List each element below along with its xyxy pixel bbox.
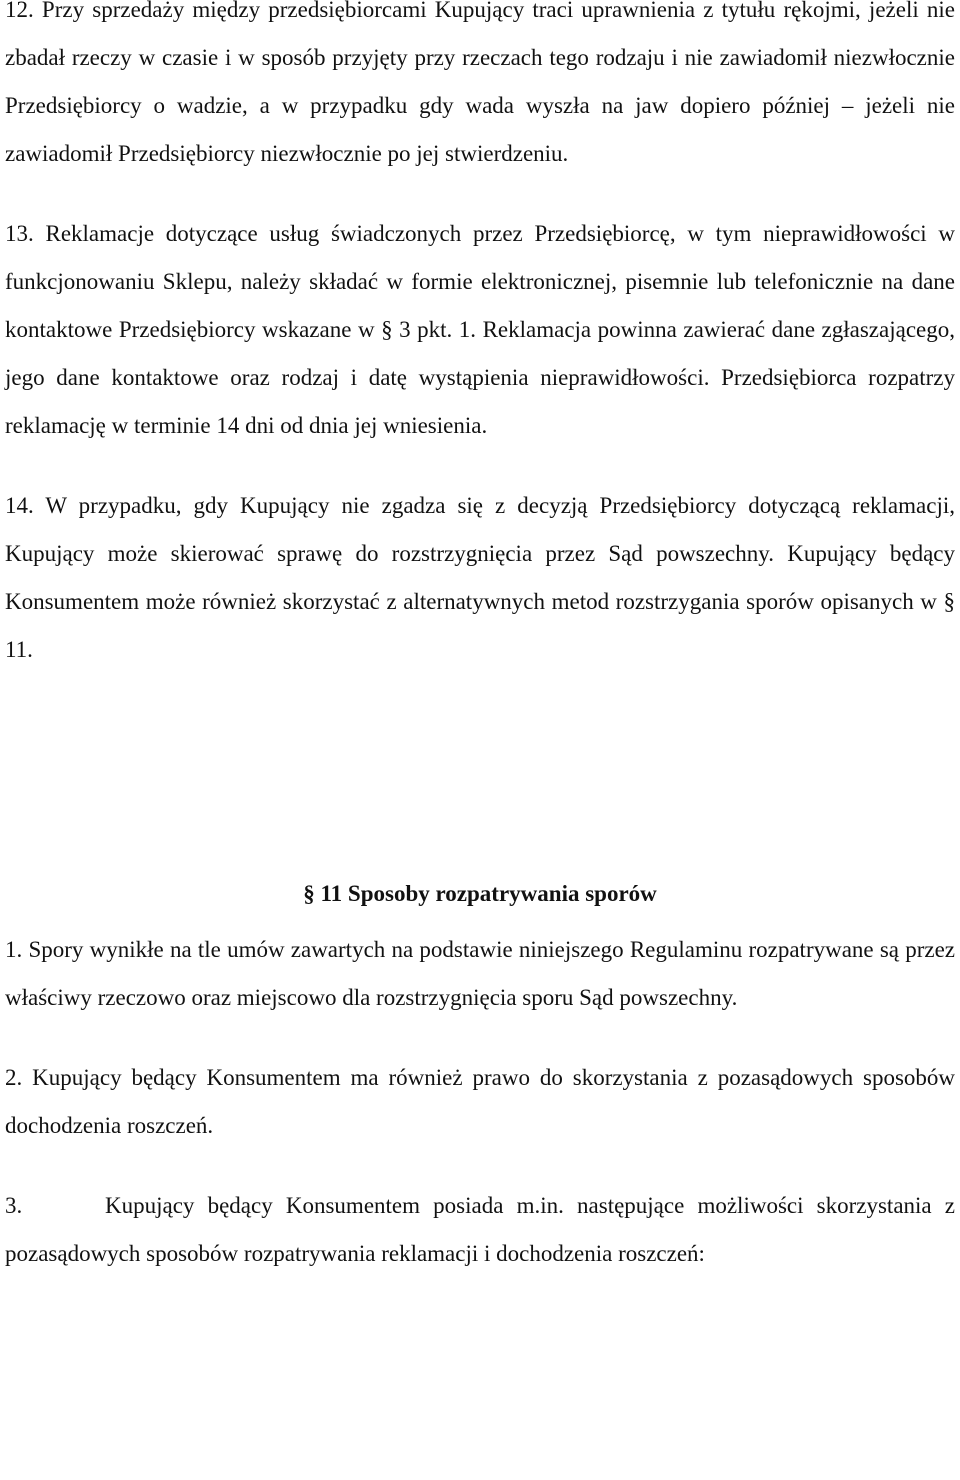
paragraph-text: Kupujący będący Konsumentem ma również prawo do skorzystania z pozasądowych sposobów dochodzenia roszczeń. xyxy=(5,1065,956,1138)
paragraph-text: Reklamacje dotyczące usług świadczonych przez Przedsiębiorcę, w tym nieprawidłowości w funkcjonowaniu Sklepu, należy składać w formie elektronicznej, pisemnie lub telefonicznie na dane kontaktowe Przedsiębiorcy wskazane w § 3 pkt. 1. Reklamacja powinna zawierać dane zgłaszającego, jego dane kontaktowe oraz rodzaj i datę wystąpienia nieprawidłowości. Przedsiębiorca rozpatrzy reklamację w terminie 14 dni od dnia jej wniesienia. xyxy=(5,221,956,438)
paragraph-number: 2. xyxy=(5,1065,23,1090)
paragraph-14 xyxy=(5,482,955,674)
paragraph-12 xyxy=(5,0,955,178)
document-page xyxy=(5,0,955,1278)
paragraph-number: 3. xyxy=(5,1193,23,1218)
section-paragraph-1 xyxy=(5,926,955,1022)
section-heading: § 11 Sposoby rozpatrywania sporów xyxy=(303,881,657,906)
paragraph-number: 14. xyxy=(5,493,34,518)
paragraph-text: W przypadku, gdy Kupujący nie zgadza się z decyzją Przedsiębiorcy dotyczącą reklamacji, Kupujący może skierować sprawę do rozstrzygnięcia przez Sąd powszechny. Kupujący będący Konsumentem może również skorzystać z alternatywnych metod rozstrzygania sporów opisanych w § 11. xyxy=(5,493,955,662)
paragraph-13 xyxy=(5,210,955,450)
section-paragraph-2 xyxy=(5,1054,955,1150)
paragraph-text: Spory wynikłe na tle umów zawartych na podstawie niniejszego Regulaminu rozpatrywane są przez właściwy rzeczowo oraz miejscowo dla rozstrzygnięcia sporu Sąd powszechny. xyxy=(5,937,955,1010)
section-paragraph-3 xyxy=(5,1182,955,1278)
paragraph-number: 1. xyxy=(5,937,23,962)
paragraph-text: Przy sprzedaży między przedsiębiorcami Kupujący traci uprawnienia z tytułu rękojmi, jeżeli nie zbadał rzeczy w czasie i w sposób przyjęty przy rzeczach tego rodzaju i nie zawiadomił niezwłocznie Przedsiębiorcy o wadzie, a w przypadku gdy wada wyszła na jaw dopiero później – jeżeli nie zawiadomił Przedsiębiorcy niezwłocznie po jej stwierdzeniu. xyxy=(5,0,955,166)
paragraph-number: 12. xyxy=(5,0,34,22)
paragraph-number: 13. xyxy=(5,221,34,246)
paragraph-text: Kupujący będący Konsumentem posiada m.in. następujące możliwości skorzystania z pozasądowych sposobów rozpatrywania reklamacji i dochodzenia roszczeń: xyxy=(5,1193,955,1266)
